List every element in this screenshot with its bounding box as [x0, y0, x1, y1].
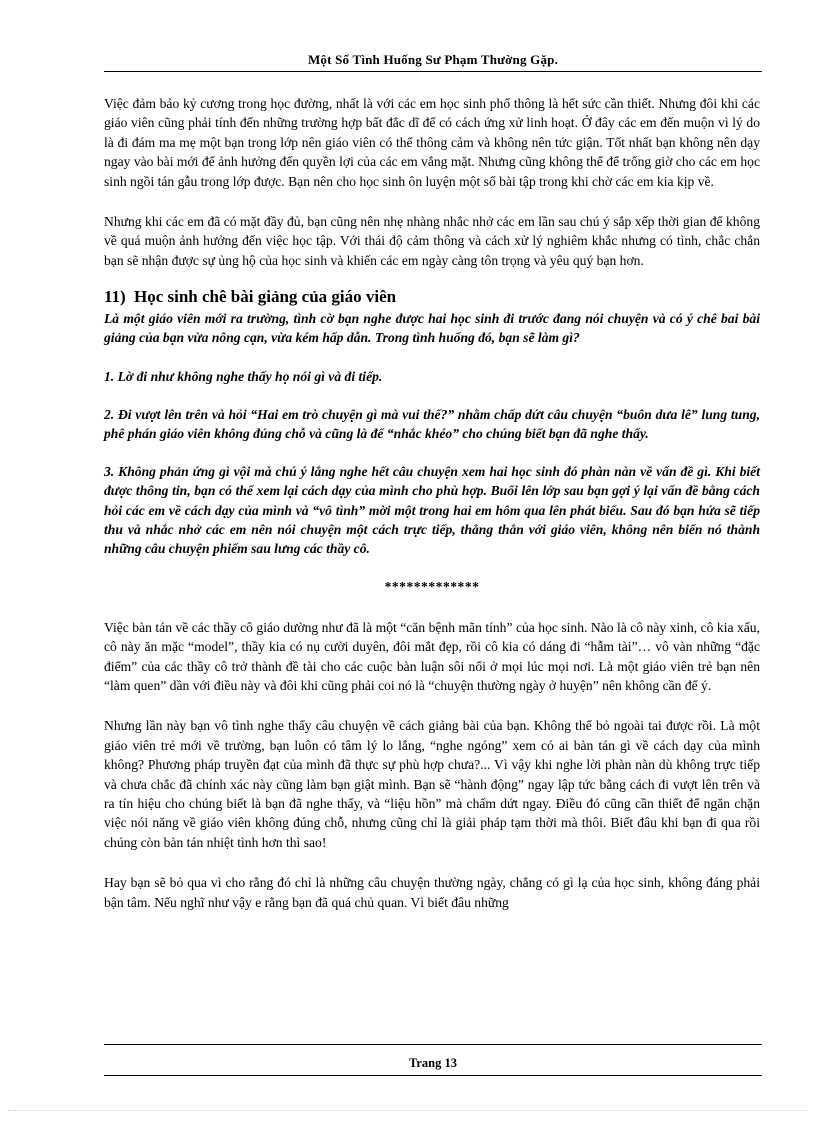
- header-rule: [104, 71, 762, 72]
- page-edge-divider: [8, 1110, 808, 1111]
- footer-rule-bottom: [104, 1075, 762, 1076]
- section-separator: *************: [384, 579, 480, 595]
- page-body: [104, 94, 760, 933]
- body-paragraph: Việc bàn tán về các thầy cô giáo dường như đã là một “căn bệnh mãn tính” của học sinh. Nào là cô này xinh, cô kia xấu, cô này ăn mặc “model”, thầy kia có nụ cười duyên, đôi mắt đẹp, rồi cô kia có dáng đi “hẫm tài”… vô vàn những “đặc điểm” của các thầy cô trở thành đề tài cho các cuộc bàn luận sôi nổi ở mọi lúc mọi nơi. Là một giáo viên trẻ bạn nên “làm quen” dần với điều này và đôi khi cũng phải coi nó là “chuyện thường ngày ở huyện” nên không cần để ý.: [104, 619, 760, 693]
- section-title: Học sinh chê bài giảng của giáo viên: [133, 287, 397, 307]
- answer-option-3: 3. Không phản ứng gì vội mà chú ý lắng nghe hết câu chuyện xem hai học sinh đó phàn nàn về vấn đề gì. Khi biết được thông tin, bạn có thể xem lại cách dạy của mình cho phù hợp. Buổi lên lớp sau bạn gợi ý lại vấn đề bằng cách hỏi các em về cách dạy của mình và “vô tình” mời một trong hai em hôm qua lên phát biểu. Sau đó bạn hứa sẽ tiếp thu và nhắc nhở các em nên nói chuyện một cách trực tiếp, thẳng thắn với giáo viên, không nên biến nó thành những câu chuyện phiếm sau lưng các thầy cô.: [104, 464, 760, 557]
- section-number: 11): [104, 287, 126, 307]
- answer-option-2: 2. Đi vượt lên trên và hỏi “Hai em trò chuyện gì mà vui thế?” nhằm chấp dứt câu chuyện “buôn dưa lê” lung tung, phê phán giáo viên không đúng chỗ và cũng là để “nhắc khéo” cho chúng biết bạn đã nghe thấy.: [104, 406, 760, 442]
- body-paragraph: Nhưng khi các em đã có mặt đầy đủ, bạn cũng nên nhẹ nhàng nhắc nhở các em lần sau chú ý sắp xếp thời gian để không về quá muộn ảnh hưởng đến việc học tập. Với thái độ cảm thông và cách xử lý nghiêm khắc nhưng có tình, chắc chắn bạn sẽ nhận được sự ủng hộ của học sinh và khiến các em ngày càng tôn trọng và yêu quý bạn hơn.: [104, 214, 760, 268]
- footer-rule-top: [104, 1044, 762, 1045]
- body-paragraph: Việc đảm bảo kỷ cương trong học đường, nhất là với các em học sinh phổ thông là hết sức cần thiết. Nhưng đôi khi các giáo viên cũng phải tính đến những trường hợp bất đắc dĩ để có cách ứng xử linh hoạt. Ở đây các em đến muộn vì lý do là đi đám ma mẹ một bạn trong lớp nên giáo viên có thể thông cảm và không nên tức giận. Tốt nhất bạn không nên dạy ngay vào bài mới để ảnh hưởng đến quyền lợi của các em vắng mặt. Nhưng cũng không thể để trống giờ cho các em học sinh ngồi tán gẫu trong lớp được. Bạn nên cho học sinh ôn luyện một số bài tập trong khi chờ các em kia kịp về.: [104, 96, 760, 189]
- section-heading: [104, 286, 760, 308]
- body-paragraph: Nhưng lần này bạn vô tình nghe thấy câu chuyện về cách giảng bài của bạn. Không thể bỏ ngoài tai được rồi. Là một giáo viên trẻ mới về trường, bạn luôn có tâm lý lo lắng, “nghe ngóng” xem có ai bàn tán gì về cách dạy của mình không? Phương pháp truyền đạt của mình đã thực sự phù hợp chưa?... Vì vậy khi nghe lời phàn nàn dù không trực tiếp và chưa chắc đã chính xác này cũng làm bạn giật mình. Bạn sẽ “hành động” ngay lập tức bằng cách đi vượt lên trên và ra tín hiệu cho chúng biết là bạn đã nghe thấy, và “liệu hồn” mà chấm dứt ngay. Điều đó cũng cần thiết để ngăn chặn việc nói năng về giáo viên không đúng chỗ, nhưng cũng chỉ là giải pháp tạm thời mà thôi. Biết đâu khi bạn đi qua rồi chúng còn bàn tán nhiệt tình hơn thì sao!: [104, 718, 760, 850]
- page-number: Trang 13: [408, 1056, 458, 1070]
- body-paragraph: Hay bạn sẽ bỏ qua vì cho rằng đó chỉ là những câu chuyện thường ngày, chẳng có gì lạ của học sinh, không đáng phải bận tâm. Nếu nghĩ như vậy e rằng bạn đã quá chủ quan. Vì biết đâu những: [104, 875, 760, 910]
- situation-question: Là một giáo viên mới ra trường, tình cờ bạn nghe được hai học sinh đi trước đang nói chuyện và có ý chê bai bài giảng của bạn vừa nông cạn, vừa kém hấp dẫn. Trong tình huống đó, bạn sẽ làm gì?: [104, 311, 760, 346]
- running-header: Một Số Tình Huống Sư Phạm Thường Gặp.: [307, 52, 559, 67]
- answer-option-1: 1. Lờ đi như không nghe thấy họ nói gì và đi tiếp.: [104, 368, 383, 384]
